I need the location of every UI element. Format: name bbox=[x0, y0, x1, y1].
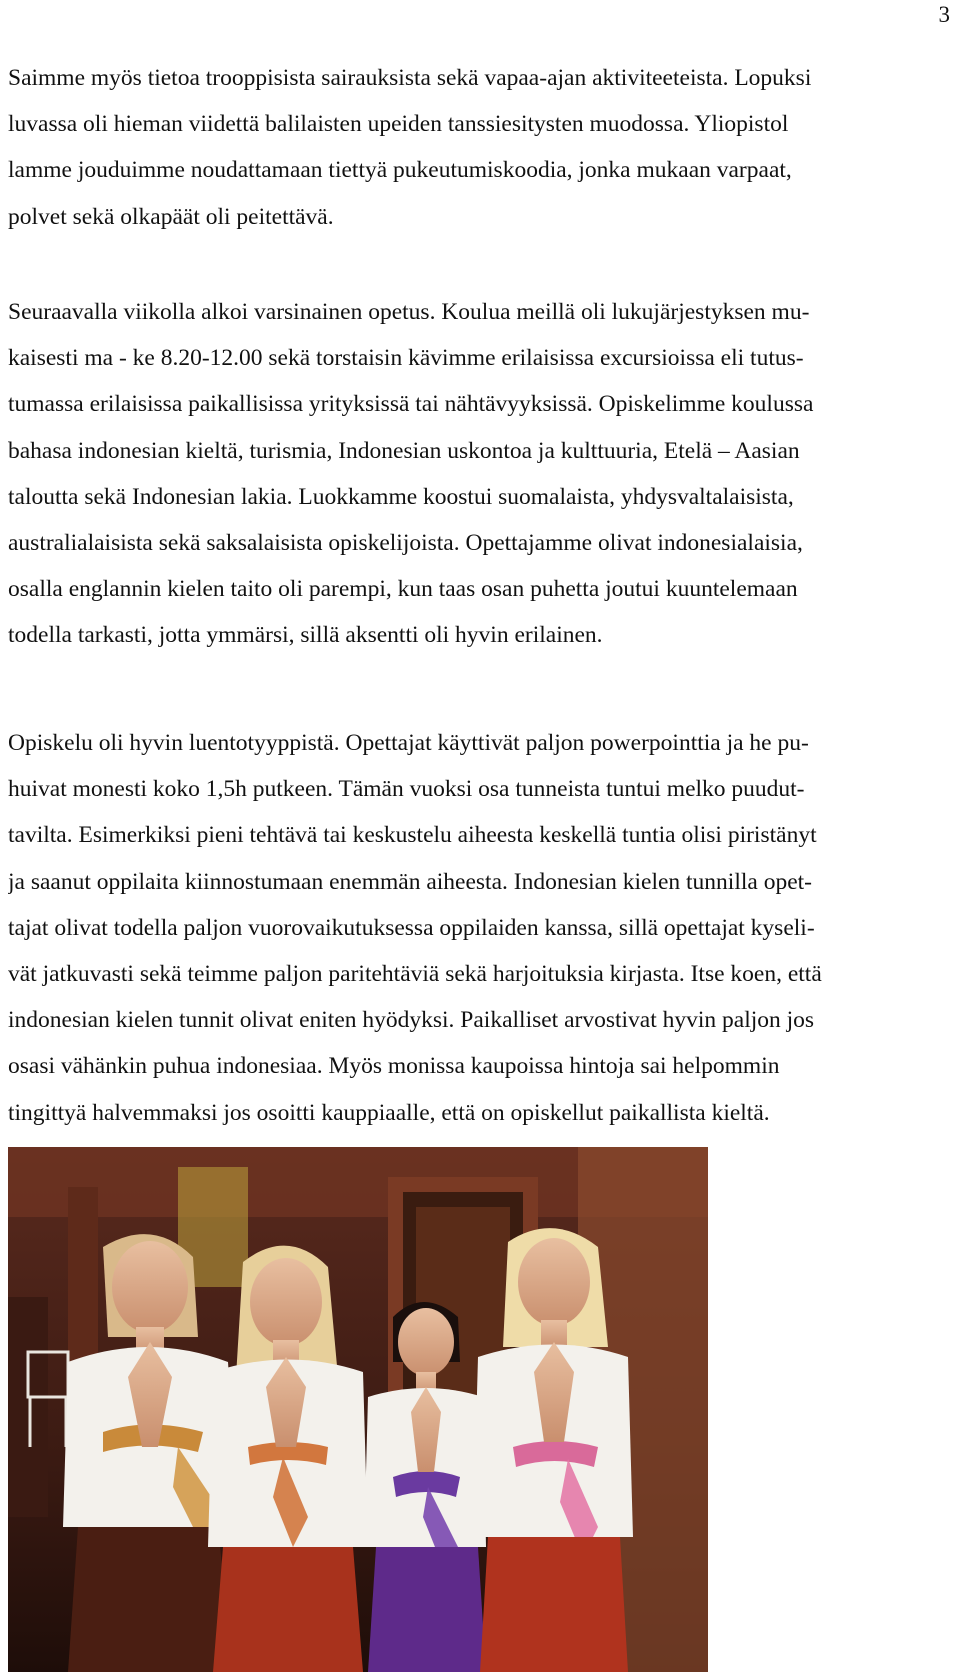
paragraph-teaching-schedule bbox=[8, 289, 944, 659]
text-line: polvet sekä olkapäät oli peitettävä. bbox=[8, 203, 334, 230]
text-line: Opiskelu oli hyvin luentotyyppistä. Opettajat käyttivät paljon powerpointtia ja he pu- bbox=[8, 730, 809, 756]
page-number: 3 bbox=[938, 2, 950, 27]
text-line: tavilta. Esimerkiksi pieni tehtävä tai keskustelu aiheesta keskellä tuntia olisi piristänyt bbox=[8, 822, 817, 849]
text-line: indonesian kielen tunnit olivat eniten hyödyksi. Paikalliset arvostivat hyvin paljon jos bbox=[8, 1007, 815, 1034]
paragraph-lecture-style bbox=[8, 720, 944, 1136]
text-line: bahasa indonesian kieltä, turismia, Indonesian uskontoa ja kulttuuria, Etelä – Aasian bbox=[8, 437, 800, 464]
students-photo bbox=[8, 1147, 708, 1672]
text-line: tajat olivat todella paljon vuorovaikutuksessa oppilaiden kanssa, sillä opettajat kyseli- bbox=[8, 914, 815, 941]
text-line: osasi vähänkin puhua indonesiaa. Myös monissa kaupoissa hintoja sai helpommin bbox=[8, 1053, 780, 1080]
text-line: tumassa erilaisissa paikallisissa yrityksissä tai nähtävyyksissä. Opiskelimme koulussa bbox=[8, 391, 814, 418]
text-line: kaisesti ma - ke 8.20-12.00 sekä torstaisin kävimme erilaisissa excursioissa eli tutus- bbox=[8, 345, 804, 372]
text-line: australialaisista sekä saksalaisista opiskelijoista. Opettajamme olivat indonesialaisia, bbox=[8, 529, 803, 556]
students-photo-illustration bbox=[8, 1147, 708, 1672]
text-line: huivat monesti koko 1,5h putkeen. Tämän vuoksi osa tunneista tuntui melko puudut- bbox=[8, 776, 805, 803]
text-line: osalla englannin kielen taito oli parempi, kun taas osan puhetta joutui kuuntelemaan bbox=[8, 576, 798, 603]
paragraph-orientation-info bbox=[8, 55, 944, 240]
text-line: Seuraavalla viikolla alkoi varsinainen opetus. Koulua meillä oli lukujärjestyksen mu- bbox=[8, 299, 810, 325]
text-line: taloutta sekä Indonesian lakia. Luokkamme koostui suomalaista, yhdysvaltalaisista, bbox=[8, 483, 794, 510]
text-line: todella tarkasti, jotta ymmärsi, sillä aksentti oli hyvin erilainen. bbox=[8, 622, 603, 649]
text-line: ja saanut oppilaita kiinnostumaan enemmän aiheesta. Indonesian kielen tunnilla opet- bbox=[8, 868, 812, 895]
text-line: vät jatkuvasti sekä teimme paljon paritehtäviä sekä harjoituksia kirjasta. Itse koen, että bbox=[8, 960, 822, 987]
text-line: luvassa oli hieman viidettä balilaisten upeiden tanssiesitysten muodossa. Yliopistol bbox=[8, 111, 789, 138]
text-line: tingittyä halvemmaksi jos osoitti kauppiaalle, että on opiskellut paikallista kieltä. bbox=[8, 1099, 770, 1126]
text-line: Saimme myös tietoa trooppisista sairauksista sekä vapaa-ajan aktiviteeteista. Lopuksi bbox=[8, 65, 812, 91]
text-line: lamme jouduimme noudattamaan tiettyä pukeutumiskoodia, jonka mukaan varpaat, bbox=[8, 157, 792, 184]
